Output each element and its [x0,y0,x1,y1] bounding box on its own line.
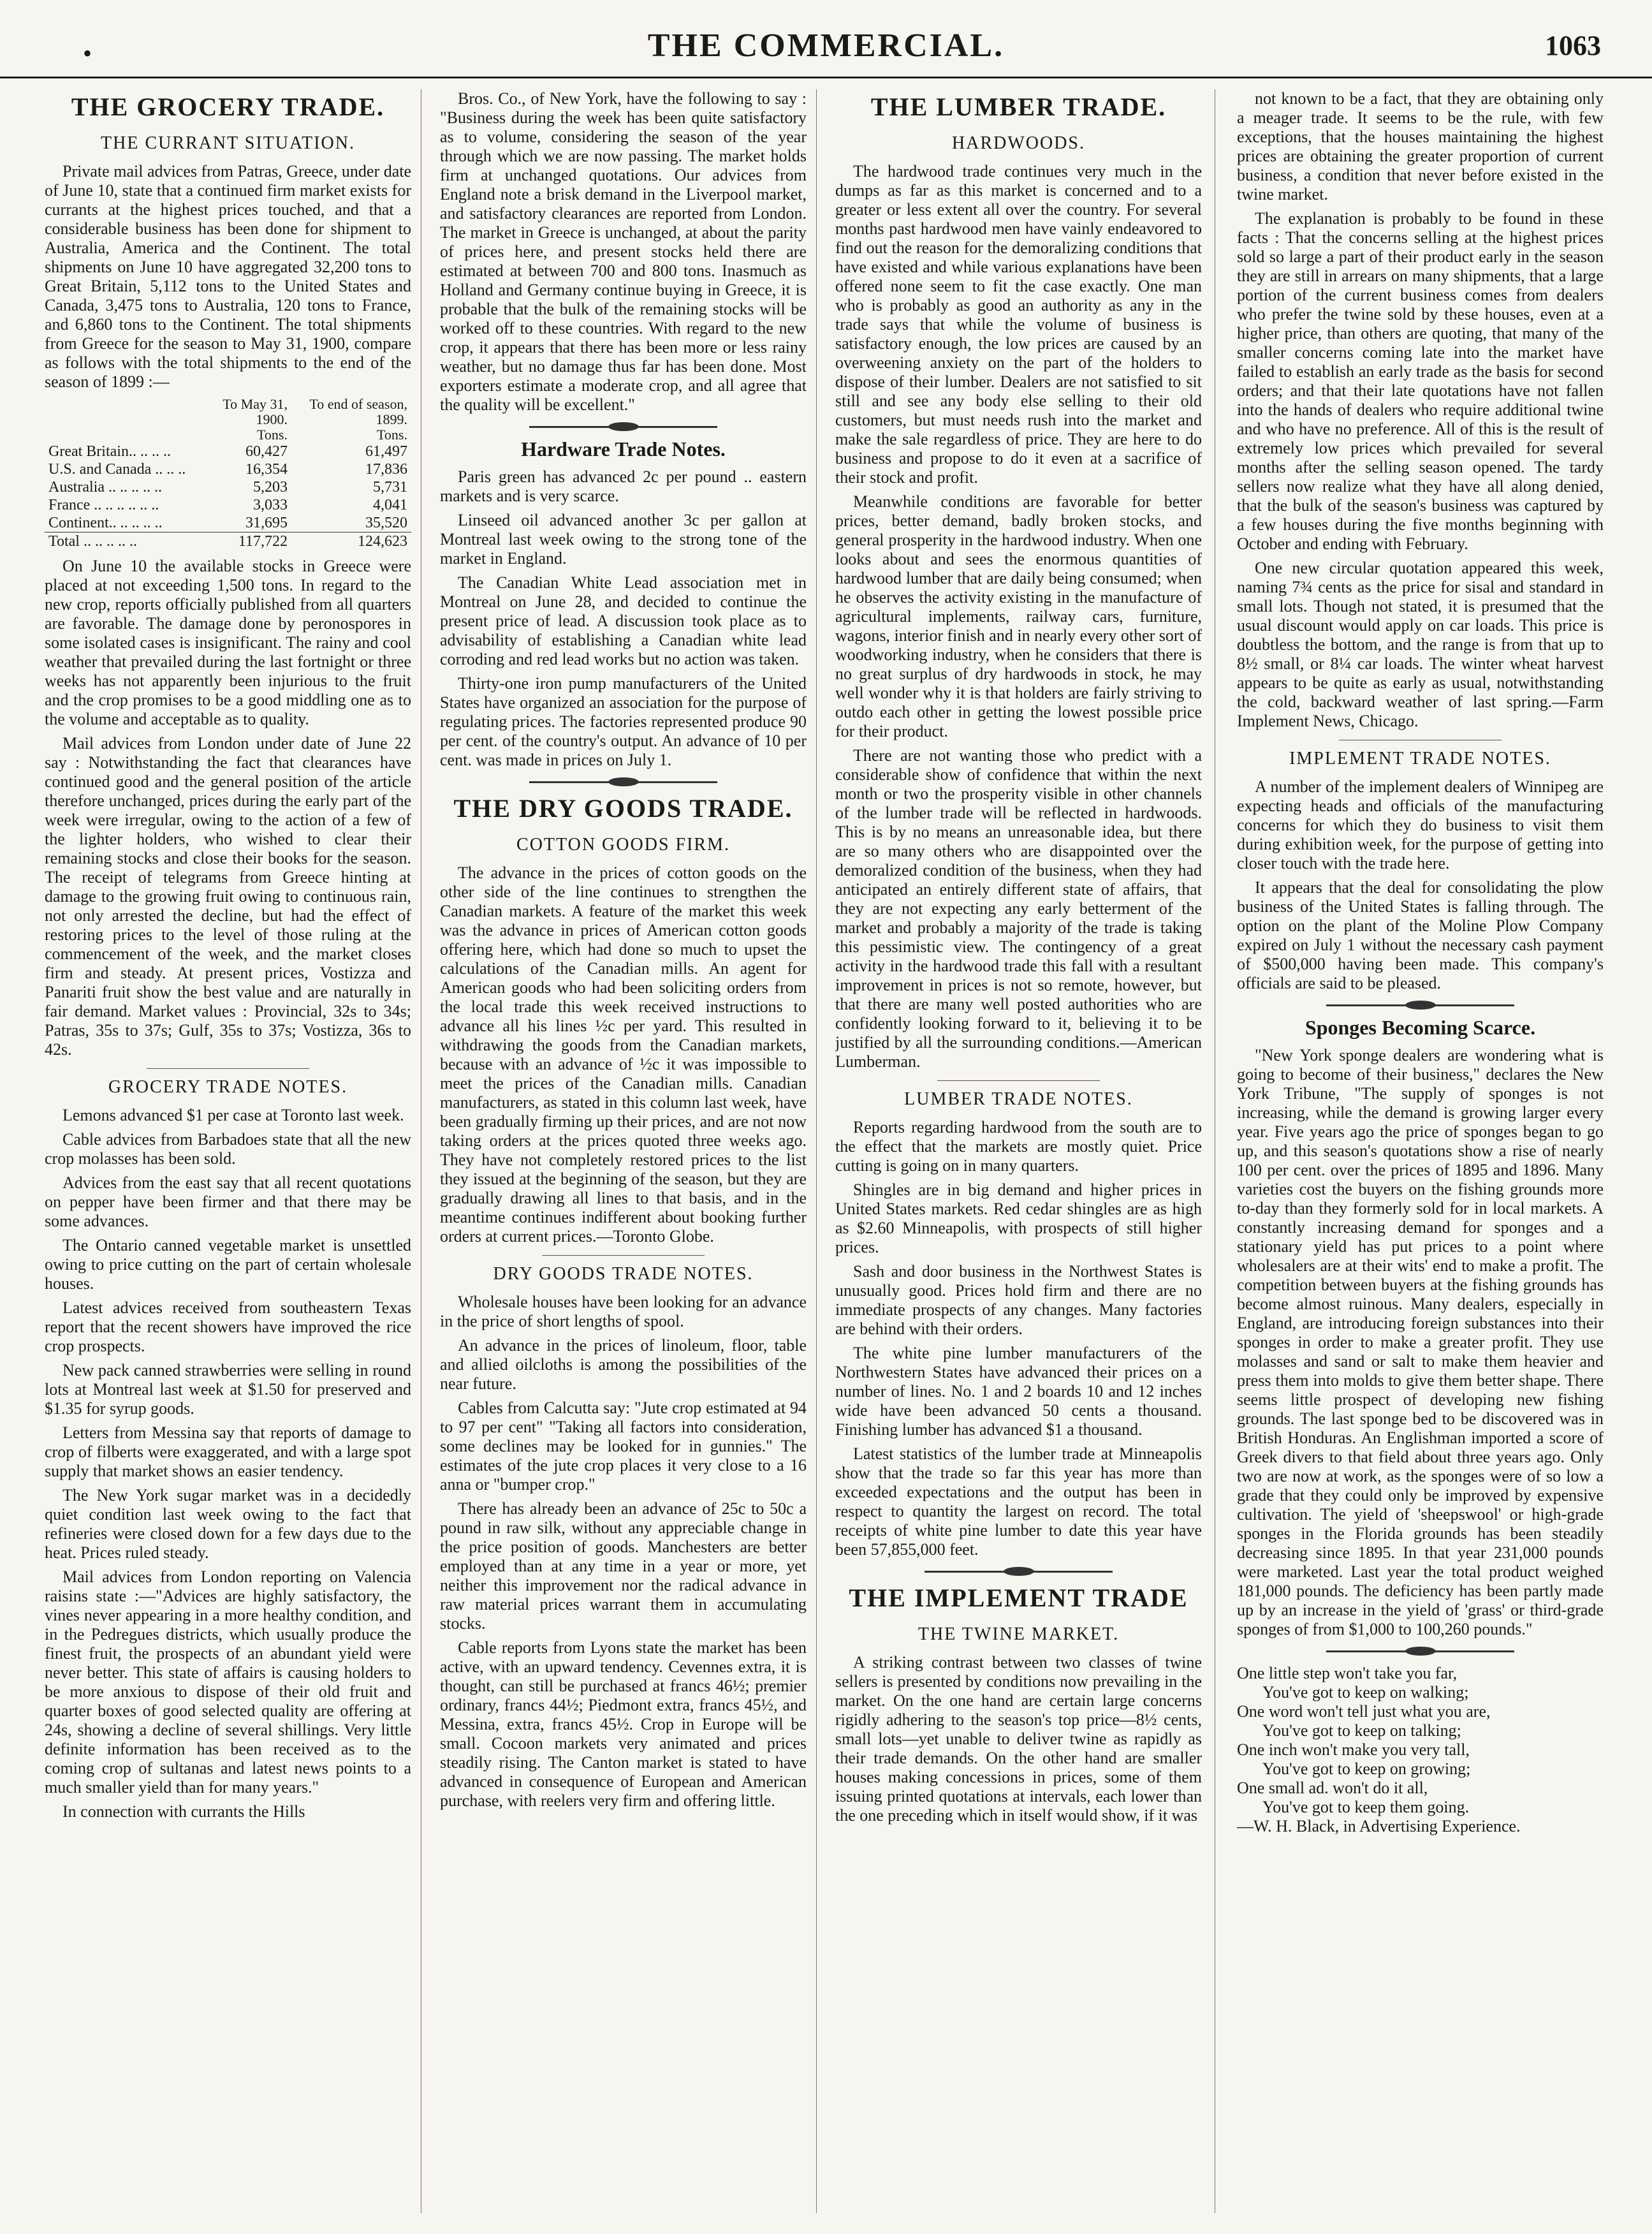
section-heading-lumber: THE LUMBER TRADE. [870,92,1167,121]
news-item: Linseed oil advanced another 3c per gallon at Montreal last week owing to the strong tone of the market in England. [440,511,807,568]
poem-line: One small ad. won't do it all, [1237,1779,1428,1797]
news-item: The white pine lumber manufacturers of the Northwestern States have advanced their prices on a number of lines. No. 1 and 2 boards 10 and 12 inches wide have been advanced 50 cents a thousand. Finishing lumber has advanced $1 a thousand. [835,1344,1202,1439]
news-item: Paris green has advanced 2c per pound .. eastern markets and is very scarce. [440,467,807,505]
table-header-cell: 1899. [376,411,407,427]
poem-attribution: —W. H. Black, in Advertising Experience. [1237,1817,1521,1835]
poem-line: One little step won't take you far, [1237,1664,1458,1682]
table-cell: Australia .. .. .. .. .. [48,479,162,496]
news-item: Mail advices from London reporting on Valencia raisins state :—"Advices are highly satisfactory, the vines never appearing in a more healthy condition, and in the Pedregues districts, which usually produce the finest fruit, the prospects of an abundant yield were never better. This state of affairs is causing holders to be more anxious to dispose of their old fruit and quarter boxes of good selected quality are offering at 24s, showing a decline of several shillings. Very little definite information has been received as to the coming crop of sultanas and latest news points to a much smaller yield than for many years." [45,1568,411,1797]
table-row [45,478,411,496]
paragraph: Bros. Co., of New York, have the following to say : "Business during the week has been quite satisfactory as to volume, considering the season of the year through which we are now passing. The market holds firm at unchanged quotations. Our advices from England note a brisk demand in the Liverpool market, and satisfactory clearances are reported from London. The market in Greece is unchanged, at about the parity of prices here, and present stocks held there are estimated at between 700 and 800 tons. Inasmuch as Holland and Germany continue buying in Greece, it is probable that the bulk of the remaining stocks will be worked off to these countries. With regard to the new crop, it appears that there has been more or less rainy weather, but no damage thus far has been done. Most exporters estimate a moderate crop, and all agree that the quality will be excellent." [440,89,807,414]
news-item: Shingles are in big demand and higher prices in United States markets. Red cedar shingles are as high as $2.60 Minneapolis, with prospects of still higher prices. [835,1180,1202,1256]
paragraph: The hardwood trade continues very much in the dumps as far as this market is concerned and to a greater or less extent all over the country. For several months past hardwood men have vainly endeavored to find out the reason for the demoralizing conditions that have existed and while various explanations have been offered none seem to fit the case exactly. One man who is probably as good an authority as any in the trade says that while the volume of business is satisfactory enough, the low prices are caused by an overweening anxiety on the part of the holders to dispose of their lumber. Dealers are not satisfied to sit still and see any body else selling to their old customers, but must needs rush into the market and make the sale regardless of price. They are here to do business and propose to do it even at a sacrifice of their stock and profit. [835,162,1202,487]
table-cell: 31,695 [245,515,288,531]
subheading-currant-situation: THE CURRANT SITUATION. [101,133,355,153]
page-number: 1063 [1545,30,1601,61]
news-item: Advices from the east say that all recent quotations on pepper have been firmer and that there may be some advances. [45,1173,411,1230]
subheading-hardwoods: HARDWOODS. [952,133,1085,153]
poem-line: One word won't tell just what you are, [1237,1702,1491,1721]
news-item: Latest advices received from southeastern Texas report that the recent showers have improved the rice crop prospects. [45,1298,411,1355]
subheading-implement-notes: IMPLEMENT TRADE NOTES. [1289,749,1551,768]
table-cell: France .. .. .. .. .. .. [48,497,159,513]
news-item: Cable advices from Barbadoes state that all the new crop molasses has been sold. [45,1130,411,1168]
table-header-cell: To May 31, [223,396,288,412]
table-cell: 117,722 [209,533,291,551]
column-3 [835,89,1202,2213]
news-item: There has already been an advance of 25c to 50c a pound in raw silk, without any appreciable change in the price position of goods. Manchesters are better employed than at any time in a year or more, yet neither this improvement nor the radical advance in raw material prices warrant them in accumulating stocks. [440,1499,807,1633]
table-header-row [45,412,411,427]
column-2 [440,89,807,2213]
subheading-cotton-goods: COTTON GOODS FIRM. [516,835,730,855]
table-cell: Great Britain.. .. .. .. [48,443,171,460]
table-header-cell: To end of season, [309,396,407,412]
table-cell: 17,836 [365,461,407,478]
news-item: New pack canned strawberries were selling in round lots at Montreal last week at $1.50 for preserved and $1.35 for syrup goods. [45,1361,411,1418]
paragraph: Meanwhile conditions are favorable for better prices, better demand, badly broken stocks, and general prosperity in the hardwood industry. When one looks about and sees the enormous quantities of hardwood lumber that are daily being consumed; when he observes the activity existing in the manufacture of agricultural implements, railway cars, furniture, wagons, interior finish and in nearly every other sort of woodworking industry, when he considers that there is no great surplus of dry hardwoods in stock, he may well wonder why it is that holders are fairly striving to outdo each other in getting the lowest possible price for their product. [835,492,1202,740]
table-cell: 4,041 [373,497,407,513]
paragraph: not known to be a fact, that they are obtaining only a meager trade. It seems to be the rule, with few exceptions, that the houses maintaining the highest prices are obtaining the greater proportion of current business, a condition that never before existed in the twine market. [1237,89,1604,203]
news-item: Lemons advanced $1 per case at Toronto last week. [62,1106,404,1124]
ornament-divider [1326,1004,1514,1006]
subheading-twine-market: THE TWINE MARKET. [917,1624,1120,1644]
table-cell: 5,203 [253,479,288,496]
news-item: The Ontario canned vegetable market is unsettled owing to price cutting on the part of certain wholesale houses. [45,1236,411,1293]
table-header-cell: Tons. [377,427,407,443]
table-total-row [45,533,411,551]
news-item: Letters from Messina say that reports of damage to crop of filberts were exaggerated, and with a large spot supply that market shows an easier tendency. [45,1423,411,1480]
ornament-divider [529,781,717,783]
table-row [45,514,411,533]
masthead [0,19,1652,78]
table-cell: 16,354 [245,461,288,478]
subheading-grocery-notes: GROCERY TRADE NOTES. [108,1077,348,1097]
table-cell: 3,033 [253,497,288,513]
news-item: The New York sugar market was in a decidedly quiet condition last week owing to the fact that refineries were closed down for a few days due to the heat. Prices ruled steady. [45,1486,411,1562]
paragraph: One new circular quotation appeared this week, naming 7¾ cents as the price for sisal and standard in small lots. Though not stated, it is presumed that the usual discount would apply on car loads. This price is doubtless the bottom, and the range is from that up to 8½ small, or 8¼ car loads. The winter wheat harvest appears to be quite as early as usual, notwithstanding the cold, backward weather of last spring.—Farm Implement News, Chicago. [1237,559,1604,730]
table-cell: 35,520 [365,515,407,531]
news-item: Wholesale houses have been looking for an advance in the price of short lengths of spool. [440,1293,807,1330]
paragraph: On June 10 the available stocks in Greece were placed at not exceeding 1,500 tons. In regard to the new crop, reports officially published from all quarters are favorable. The damage done by peronospores in some isolated cases is insignificant. The rainy and cool weather that prevailed during the last fortnight or three weeks has not apparently been injurious to the fruit and the crop promises to be a good middling one as to the volume and acceptable as to quality. [45,557,411,728]
table-header-row [45,397,411,412]
table-row [45,496,411,514]
poem-line: One inch won't make you very tall, [1237,1740,1470,1759]
section-heading-implement: THE IMPLEMENT TRADE [849,1584,1188,1612]
table-header-cell: Tons. [257,427,288,443]
news-item: Reports regarding hardwood from the south are to the effect that the markets are mostly quiet. Price cutting is going on in many quarters. [835,1118,1202,1175]
poem [1237,1664,1604,1836]
news-item: Cables from Calcutta say: "Jute crop estimated at 94 to 97 per cent" "Taking all factors into consideration, some declines may be looked for in gunnies." The estimates of the jute crop places it very close to a 16 anna or "bumper crop." [440,1399,807,1494]
paragraph: There are not wanting those who predict with a considerable show of confidence that within the next month or two the prosperity visible in other channels of the lumber trade will be reflected in hardwoods. This is by no means an unreasonable idea, but there are so many others who are disappointed over the demoralized condition of the business, when they had anticipated an entirely different state of affairs, that they are not expecting any early betterment of the market and probably a majority of the trade is taking this pessimistic view. The contingency of a great activity in the hardwood trade this fall with a resultant improvement in prices is not so remote, however, but that there are many well posted authorities who are confidently looking forward to it, believing it to be justified by all the surrounding conditions.—American Lumberman. [835,746,1202,1071]
news-item: The Canadian White Lead association met in Montreal on June 28, and decided to continue the present price of lead. A discussion took place as to advisability of establishing a Canadian white lead corroding and red lead works but no action was taken. [440,573,807,668]
table-cell: Continent.. .. .. .. .. [48,515,163,531]
paragraph: Private mail advices from Patras, Greece, under date of June 10, state that a continued firm market exists for currants at the highest prices touched, and that a considerable business has been done for shipment to Australia, America and the Continent. The total shipments on June 10 have aggregated 32,200 tons to Great Britain, 5,112 tons to the United States and Canada, 3,475 tons to Australia, 120 tons to France, and 6,860 tons to the Continent. The total shipments from Greece for the season to May 31, 1900, compare as follows with the total shipments to the end of the season of 1899 :— [45,162,411,391]
paragraph: The explanation is probably to be found in these facts : That the concerns selling at the highest prices sold so large a part of their product early in the season they are still in arrears on many shipments, that a large portion of the current business comes from dealers who prefer the twine sold by these houses, even at a higher price, than others are quoting, that many of the smaller concerns coming late into the market have failed to establish an early trade as the basis for second orders; and that their late quotations have not fallen into the hands of dealers who require additional twine and who have no preference. All of this is the result of extremely low prices which prevailed for several months after the selling season opened. The tardy sellers now realize what they have all along denied, that the bulk of the season's business was captured by a few houses during the five months beginning with October and ending with February. [1237,209,1604,553]
subheading-dry-goods-notes: DRY GOODS TRADE NOTES. [493,1264,754,1284]
table-row [45,443,411,460]
paragraph: The advance in the prices of cotton goods on the other side of the line continues to strengthen the Canadian markets. A feature of the market this week was the advance in prices of American cotton goods offering here, which had done so much to upset the calculations of the Canadian mills. An agent for American goods who had been soliciting orders from the local trade this week received instructions to advance all his lines ½c per yard. This resulted in withdrawing the goods from the Canadian markets, because with an advance of ½c it was impossible to meet the prices of the Canadian mills. Canadian manufacturers, as stated in this column last week, have been gradually firming up their prices, and are not now taking orders at the prices quoted three weeks ago. They have not completely restored prices to the list they issued at the beginning of the season, but they are gradually drawing all lines to that basis, and in the meantime continues indifferent about booking further orders at current prices.—Toronto Globe. [440,863,807,1246]
news-item: Cable reports from Lyons state the market has been active, with an upward tendency. Cevennes extra, it is thought, can still be purchased at francs 46½; premier ordinary, francs 44½; Piedmont extra, francs 45½, and Messina, extra, francs 45½. Crop in Europe will be small. Cocoon markets very animated and prices steadily rising. The Canton market is stated to have advanced in consequence of European and American purchase, with reelers very firm and offering little. [440,1638,807,1810]
column-1 [45,89,411,2213]
table-header-row [45,427,411,443]
subheading-sponges: Sponges Becoming Scarce. [1305,1016,1536,1039]
news-item: It appears that the deal for consolidating the plow business of the United States is falling through. The option on the plant of the Moline Plow Company expired on July 1 without the necessary cash payment of $500,000 having been made. This company's officials are said to be pleased. [1237,878,1604,992]
masthead-title: THE COMMERCIAL. [647,27,1005,64]
divider [147,1068,309,1069]
column-4 [1237,89,1604,2213]
news-item: Thirty-one iron pump manufacturers of the United States have organized an association for the purpose of regulating prices. The factories represented produce 90 per cent. of the country's output. An advance of 10 per cent. was made in prices on July 1. [440,674,807,769]
news-item: In connection with currants the Hills [62,1802,305,1821]
news-item: Latest statistics of the lumber trade at Minneapolis show that the trade so far this year has more than exceeded expectations and the output has been in respect to quantity the largest on record. The total receipts of white pine lumber to date this year have been 57,855,000 feet. [835,1444,1202,1559]
currant-shipments-table [45,397,411,550]
table-cell: U.S. and Canada .. .. .. [48,461,186,478]
table-cell: Total .. .. .. .. .. [45,533,209,551]
paragraph: A striking contrast between two classes of twine sellers is presented by conditions now prevailing in the market. On the one hand are certain large concerns rigidly adhering to the season's top price—8½ cents, small lots—yet unable to deliver twine as rapidly as their trade demands. On the other hand are smaller houses making concessions in prices, some of them issuing printed quotations at intervals, each lower than the one preceding which in itself would show, if it was [835,1653,1202,1825]
poem-line: You've got to keep them going. [1262,1798,1470,1816]
subheading-lumber-notes: LUMBER TRADE NOTES. [904,1089,1133,1109]
news-item: Sash and door business in the Northwest States is unusually good. Prices hold firm and there are no immediate prospects of any changes. Many factories are behind with their orders. [835,1262,1202,1338]
table-cell: 124,623 [291,533,411,551]
ornament-divider [529,426,717,428]
section-heading-grocery: THE GROCERY TRADE. [71,92,385,121]
paragraph: "New York sponge dealers are wondering what is going to become of their business," declares the New York Tribune, "The supply of sponges is not increasing, while the demand is growing larger every year. Five years ago the price of sponges began to go up, and this season's quotations show a rise of nearly 100 per cent. over the prices of 1895 and 1896. Many varieties cost the buyers on the fishing grounds more to-day than they formerly sold for in local markets. A constantly increasing demand for sponges and a stationary yield has put prices to a point where wholesalers are at their wits' end to make a profit. The competition between buyers at the fishing grounds has become almost ruinous. Many dealers, especially in England, are introducing foreign substances into their sponges in order to make a greater profit. They use molasses and sand or salt to make them heavier and press them into molds to give them better shape. There seems little prospect of developing new fishing grounds. The last sponge bed to be discovered was in British Honduras. An Englishman imported a score of Greek divers to that field about three years ago. Only two are now at work, as the sponges were of so low a grade that they could only be improved by expensive cultivation. The yield of 'sheepswool' or high-grade sponges in the Florida grounds has been steadily decreasing since 1895. In that year 231,000 pounds were marketed. Last year the total product weighed 181,000 pounds. The deficiency has been partly made up by an increase in the yield of 'grass' or third-grade sponges of from $1,000 to 100,260 pounds." [1237,1046,1604,1638]
section-heading-dry-goods: THE DRY GOODS TRADE. [453,794,793,823]
subheading-hardware-notes: Hardware Trade Notes. [521,437,726,460]
poem-line: You've got to keep on talking; [1262,1721,1461,1740]
table-cell: 60,427 [245,443,288,460]
table-row [45,460,411,478]
news-item: An advance in the prices of linoleum, floor, table and allied oilcloths is among the possibilities of the near future. [440,1336,807,1393]
news-item: A number of the implement dealers of Winnipeg are expecting heads and officials of the manufacturing concerns for which they do business to visit them during exhibition week, for the purpose of getting into closer touch with the trade here. [1237,777,1604,872]
masthead-dot: • [83,39,92,68]
poem-line: You've got to keep on growing; [1262,1760,1471,1778]
divider [937,1080,1100,1081]
ornament-divider [925,1571,1113,1573]
ornament-divider [1326,1650,1514,1652]
table-cell: 5,731 [373,479,407,496]
table-cell: 61,497 [365,443,407,460]
column-rule [816,89,817,2213]
paragraph: Mail advices from London under date of June 22 say : Notwithstanding the fact that clearances have continued good and the general position of the article therefore unchanged, prices during the early part of the week were irregular, owing to the action of a few of the lighter holders, who wished to clear their remaining stocks and close their books for the season. The receipt of telegrams from Greece hinting at damage to the growing fruit owing to continuous rain, not only arrested the decline, but had the effect of restoring prices to the level of those ruling at the commencement of the week, and the market closes firm and steady. At present prices, Vostizza and Panariti fruit show the best value and are naturally in fair demand. Market values : Provincial, 32s to 34s; Patras, 35s to 37s; Gulf, 35s to 37s; Vostizza, 36s to 42s. [45,734,411,1059]
poem-line: You've got to keep on walking; [1262,1683,1469,1701]
divider [542,1255,705,1256]
table-header-cell: 1900. [256,411,288,427]
